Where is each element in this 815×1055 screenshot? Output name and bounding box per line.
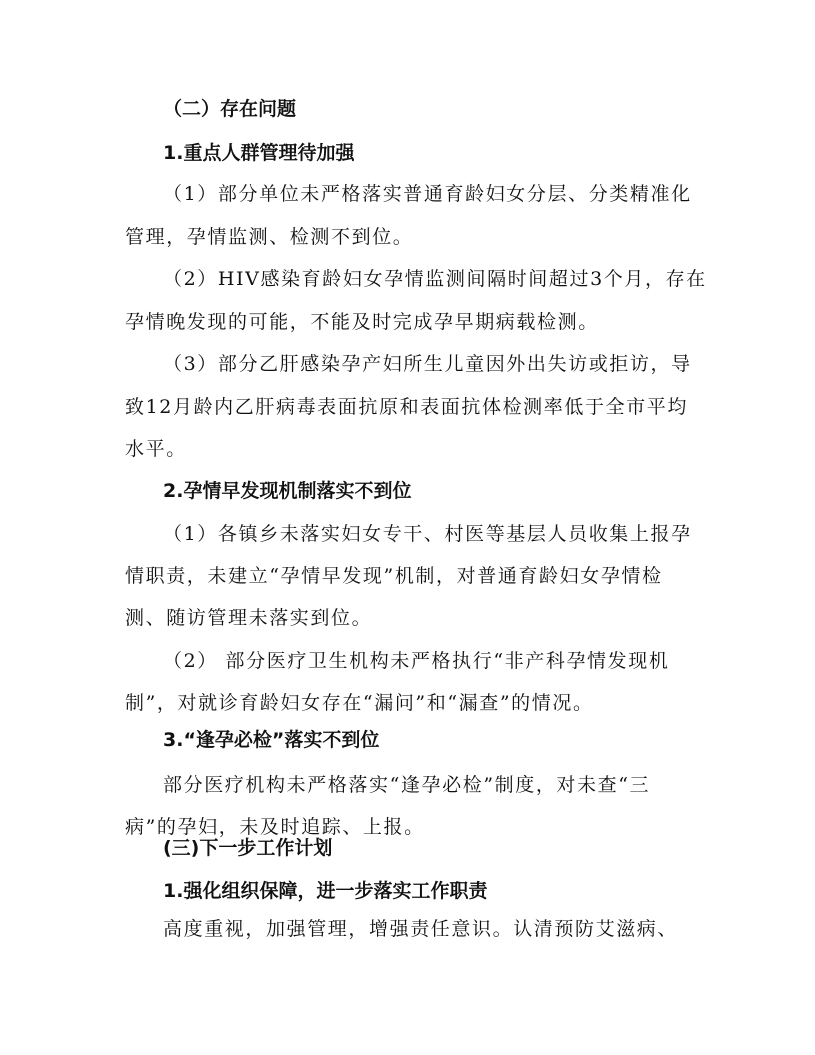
subheading-key-population: 1.重点人群管理待加强 [163, 142, 355, 164]
paragraph-line: 管理，孕情监测、检测不到位。 [125, 226, 414, 248]
paragraph-line: 水平。 [125, 438, 187, 460]
section-heading-existing-problems: （二）存在问题 [163, 98, 297, 120]
paragraph-line: （1）部分单位未严格落实普通育龄妇女分层、分类精准化 [163, 183, 692, 205]
paragraph-line: 制”，对就诊育龄妇女存在“漏问”和“漏查”的情况。 [125, 692, 594, 714]
paragraph-line: 孕情晚发现的可能，不能及时完成孕早期病载检测。 [125, 311, 599, 333]
paragraph-line: （1）各镇乡未落实妇女专干、村医等基层人员收集上报孕 [163, 523, 692, 545]
subheading-early-detection: 2.孕情早发现机制落实不到位 [163, 480, 412, 502]
subheading-pregnancy-test: 3.“逢孕必检”落实不到位 [163, 729, 380, 751]
paragraph-line: （3）部分乙肝感染孕产妇所生儿童因外出失访或拒访，导 [163, 353, 692, 375]
paragraph-line: 部分医疗机构未严格落实“逢孕必检”制度，对未查“三 [163, 774, 651, 796]
paragraph-line: （2）HIV感染育龄妇女孕情监测间隔时间超过3个月，存在 [163, 268, 707, 290]
paragraph-line: 病”的孕妇，未及时追踪、上报。 [125, 816, 425, 838]
paragraph-line: （2） 部分医疗卫生机构未严格执行“非产科孕情发现机 [163, 650, 670, 672]
paragraph-line: 致12月龄内乙肝病毒表面抗原和表面抗体检测率低于全市平均 [125, 396, 688, 418]
section-heading-next-steps: (三)下一步工作计划 [163, 837, 333, 859]
subheading-strengthen-organization: 1.强化组织保障，进一步落实工作职责 [163, 880, 488, 902]
paragraph-line: 测、随访管理未落实到位。 [125, 607, 373, 629]
paragraph-line: 情职责，未建立“孕情早发现”机制，对普通育龄妇女孕情检 [125, 565, 663, 587]
paragraph-line: 高度重视，加强管理，增强责任意识。认清预防艾滋病、 [163, 918, 679, 940]
